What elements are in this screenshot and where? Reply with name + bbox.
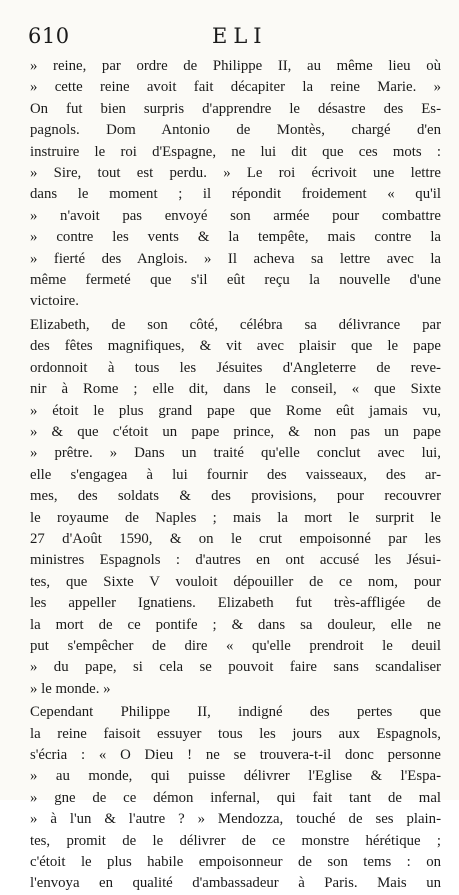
text-line: pagnols. Dom Antonio de Montès, chargé d'en — [30, 122, 441, 139]
paragraph — [30, 315, 441, 700]
text-line: ministres Espagnols : d'autres en ont accusé les Jésui- — [30, 552, 441, 569]
text-line: » au monde, qui puisse délivrer l'Eglise & l'Espa- — [30, 768, 441, 785]
text-line: put s'empêcher de dire « qu'elle prendroit le deuil — [30, 637, 441, 654]
text-line: » cette reine avoit fait décapiter la reine Marie. » — [30, 79, 441, 96]
text-line: mes, des soldats & des provisions, pour recouvrer — [30, 488, 441, 505]
text-line: » étoit le plus grand pape que Rome eût jamais vu, — [30, 402, 441, 419]
text-line: l'envoya en qualité d'ambassadeur à Paris. Mais un — [30, 875, 441, 892]
running-head: ELI — [212, 24, 268, 48]
text-line: » gne de ce démon infernal, qui fait tant de mal — [30, 789, 441, 806]
page-header — [28, 24, 428, 54]
text-line: c'étoit le plus habile empoisonneur de son tems : on — [30, 854, 441, 871]
text-line: nir à Rome ; elle dit, dans le conseil, « que Sixte — [30, 381, 441, 398]
text-line: tes, promit de le délivrer de ce monstre hérétique ; — [30, 832, 441, 849]
text-line: la reine faisoit essuyer tous les jours aux Espagnols, — [30, 725, 441, 742]
text-line: Elizabeth, de son côté, célébra sa délivrance par — [30, 316, 441, 333]
text-line: victoire. — [30, 293, 79, 310]
paragraph — [30, 702, 441, 895]
text-line: » reine, par ordre de Philippe II, au même lieu où — [30, 58, 441, 74]
body-text — [30, 56, 441, 895]
text-line: On fut bien surpris d'apprendre le désastre des Es- — [30, 100, 441, 117]
text-line: la mort de ce pontife ; & dans sa douleur, elle ne — [30, 616, 441, 633]
text-line: 27 d'Août 1590, & on le crut empoisonné par les — [30, 530, 441, 547]
text-line: s'écria : « O Dieu ! ne se trouvera-t-il donc personne — [30, 747, 441, 763]
text-line: » & que c'étoit un pape prince, & non pas un pape — [30, 423, 441, 440]
page-number: 610 — [28, 24, 70, 48]
text-line: » du pape, si cela se pouvoit faire sans scandaliser — [30, 659, 441, 676]
text-line: le royaume de Naples ; mais la mort le surprit le — [30, 509, 441, 526]
text-line: » Sire, tout est perdu. » Le roi écrivoit une lettre — [30, 165, 441, 182]
text-line: Cependant Philippe II, indigné des pertes que — [30, 704, 441, 721]
text-line: même fermeté que s'il eût reçu la nouvelle d'une — [30, 272, 441, 289]
paragraph — [30, 56, 441, 313]
text-line: dans le moment ; il répondit froidement « qu'il — [30, 186, 441, 203]
text-line: elle s'engagea à lui fournir des vaisseaux, des ar- — [30, 466, 441, 483]
text-line: » le monde. » — [30, 680, 111, 697]
text-line: » à l'un & l'autre ? » Mendozza, touché de ses plain- — [30, 811, 441, 828]
text-line: » n'avoit pas envoyé son armée pour combattre — [30, 207, 441, 224]
text-line: » fierté des Anglois. » Il acheva sa lettre avec la — [30, 250, 441, 267]
text-line: » contre les vents & la tempête, mais contre la — [30, 229, 441, 246]
text-line: les appeller Ignatiens. Elizabeth fut très-affligée de — [30, 595, 441, 612]
text-line: tes, que Sixte V vouloit dépouiller de ce nom, pour — [30, 573, 441, 590]
text-line: instruire le roi d'Espagne, ne lui dit que ces mots : — [30, 143, 441, 160]
text-line: » prêtre. » Dans un traité qu'elle conclut avec lui, — [30, 445, 441, 462]
text-line: des fêtes magnifiques, & vit avec plaisir que le pape — [30, 338, 441, 355]
text-line: ordonnoit à tous les Jésuites d'Angleterre de reve- — [30, 359, 441, 376]
